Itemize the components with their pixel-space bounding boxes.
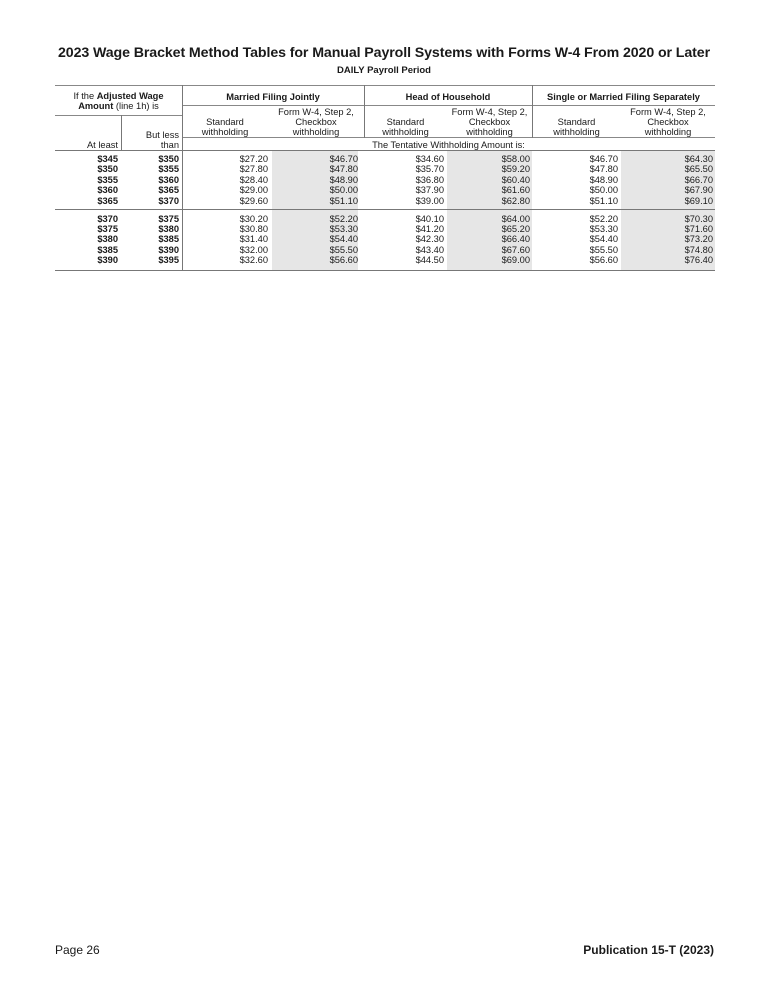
cell-single-checkbox: $69.10 xyxy=(684,195,713,206)
tentative-amount-label: The Tentative Withholding Amount is: xyxy=(372,140,525,150)
cell-but-less-than: $375 xyxy=(158,213,179,224)
cell-mfj-checkbox: $54.40 xyxy=(329,234,358,245)
cell-hoh-standard: $40.10 xyxy=(415,213,444,224)
cell-hoh-standard: $43.40 xyxy=(415,244,444,255)
wage-header-rule xyxy=(55,115,182,116)
cell-at-least: $380 xyxy=(97,234,118,245)
cell-single-checkbox: $67.90 xyxy=(684,185,713,196)
mfj-checkbox-header: Form W-4, Step 2, Checkbox withholding xyxy=(278,107,354,137)
cell-hoh-standard: $37.90 xyxy=(415,185,444,196)
cell-mfj-standard: $30.20 xyxy=(239,213,268,224)
cell-mfj-standard: $31.40 xyxy=(239,234,268,245)
cell-hoh-checkbox: $65.20 xyxy=(501,223,530,234)
cell-but-less-than: $355 xyxy=(158,164,179,175)
cell-at-least: $360 xyxy=(97,185,118,196)
cell-hoh-standard: $35.70 xyxy=(415,164,444,175)
cell-hoh-checkbox: $66.40 xyxy=(501,234,530,245)
cell-but-less-than: $350 xyxy=(158,154,179,164)
cell-mfj-checkbox: $46.70 xyxy=(329,154,358,164)
table-row xyxy=(55,154,715,164)
at-least-header: At least xyxy=(86,140,118,150)
cell-single-standard: $53.30 xyxy=(589,223,618,234)
cell-single-standard: $51.10 xyxy=(589,195,618,206)
subheader-rule xyxy=(182,137,715,138)
cell-at-least: $355 xyxy=(97,174,118,185)
page-title: 2023 Wage Bracket Method Tables for Manual Payroll Systems with Forms W-4 From 2020 or Later xyxy=(57,45,710,61)
table-row xyxy=(55,164,715,174)
cell-mfj-standard: $32.60 xyxy=(239,255,268,266)
cell-mfj-standard: $32.00 xyxy=(239,244,268,255)
cell-mfj-standard: $28.40 xyxy=(239,174,268,185)
but-less-than-header: But less than xyxy=(145,130,179,150)
cell-at-least: $375 xyxy=(97,223,118,234)
cell-mfj-standard: $27.20 xyxy=(239,154,268,164)
cell-hoh-checkbox: $67.60 xyxy=(501,244,530,255)
page-number: Page 26 xyxy=(55,943,100,957)
cell-single-standard: $46.70 xyxy=(589,154,618,164)
cell-hoh-checkbox: $64.00 xyxy=(501,213,530,224)
cell-single-checkbox: $73.20 xyxy=(684,234,713,245)
cell-single-checkbox: $76.40 xyxy=(684,255,713,266)
cell-mfj-standard: $29.00 xyxy=(239,185,268,196)
cell-single-standard: $56.60 xyxy=(589,255,618,266)
cell-single-standard: $54.40 xyxy=(589,234,618,245)
page-subtitle: DAILY Payroll Period xyxy=(337,65,431,76)
cell-at-least: $345 xyxy=(97,154,118,164)
table-row xyxy=(55,196,715,206)
single-checkbox-header: Form W-4, Step 2, Checkbox withholding xyxy=(630,107,706,137)
cell-mfj-checkbox: $48.90 xyxy=(329,174,358,185)
cell-mfj-checkbox: $55.50 xyxy=(329,244,358,255)
table-row xyxy=(55,255,715,265)
cell-hoh-checkbox: $59.20 xyxy=(501,164,530,175)
cell-mfj-checkbox: $50.00 xyxy=(329,185,358,196)
cell-hoh-standard: $39.00 xyxy=(415,195,444,206)
table-row xyxy=(55,234,715,244)
cell-mfj-standard: $27.80 xyxy=(239,164,268,175)
cell-single-checkbox: $66.70 xyxy=(684,174,713,185)
group-header-rule xyxy=(182,105,715,106)
wage-header: If the Adjusted Wage Amount (line 1h) is xyxy=(73,91,164,111)
cell-but-less-than: $360 xyxy=(158,174,179,185)
bottom-rule xyxy=(55,270,715,271)
single-standard-header: Standard withholding xyxy=(553,117,600,137)
cell-hoh-checkbox: $58.00 xyxy=(501,154,530,164)
header-bottom-rule xyxy=(55,150,715,151)
cell-single-checkbox: $71.60 xyxy=(684,223,713,234)
table-row xyxy=(55,214,715,224)
cell-hoh-standard: $41.20 xyxy=(415,223,444,234)
table-row xyxy=(55,185,715,195)
table-row xyxy=(55,245,715,255)
cell-single-standard: $47.80 xyxy=(589,164,618,175)
cell-but-less-than: $385 xyxy=(158,234,179,245)
cell-hoh-checkbox: $61.60 xyxy=(501,185,530,196)
mfj-standard-header: Standard withholding xyxy=(201,117,249,137)
cell-but-less-than: $390 xyxy=(158,244,179,255)
group-header-mfj: Married Filing Jointly xyxy=(226,92,320,102)
cell-at-least: $370 xyxy=(97,213,118,224)
cell-at-least: $350 xyxy=(97,164,118,175)
cell-hoh-standard: $42.30 xyxy=(415,234,444,245)
cell-hoh-checkbox: $62.80 xyxy=(501,195,530,206)
cell-but-less-than: $380 xyxy=(158,223,179,234)
cell-hoh-checkbox: $60.40 xyxy=(501,174,530,185)
table-row xyxy=(55,224,715,234)
cell-but-less-than: $370 xyxy=(158,195,179,206)
cell-single-checkbox: $70.30 xyxy=(684,213,713,224)
cell-mfj-checkbox: $53.30 xyxy=(329,223,358,234)
cell-hoh-standard: $44.50 xyxy=(415,255,444,266)
top-rule xyxy=(55,85,715,86)
publication-label: Publication 15-T (2023) xyxy=(583,943,714,957)
hoh-standard-header: Standard withholding xyxy=(382,117,429,137)
cell-mfj-checkbox: $47.80 xyxy=(329,164,358,175)
hoh-checkbox-header: Form W-4, Step 2, Checkbox withholding xyxy=(451,107,528,137)
cell-hoh-checkbox: $69.00 xyxy=(501,255,530,266)
cell-but-less-than: $395 xyxy=(158,255,179,266)
cell-at-least: $365 xyxy=(97,195,118,206)
group-header-hoh: Head of Household xyxy=(405,92,491,102)
cell-hoh-standard: $34.60 xyxy=(415,154,444,164)
cell-single-standard: $55.50 xyxy=(589,244,618,255)
cell-single-checkbox: $64.30 xyxy=(684,154,713,164)
cell-hoh-standard: $36.80 xyxy=(415,174,444,185)
cell-single-checkbox: $65.50 xyxy=(684,164,713,175)
data-divider-rule xyxy=(55,209,715,210)
cell-single-checkbox: $74.80 xyxy=(684,244,713,255)
cell-at-least: $390 xyxy=(97,255,118,266)
cell-at-least: $385 xyxy=(97,244,118,255)
cell-single-standard: $50.00 xyxy=(589,185,618,196)
table-row xyxy=(55,175,715,185)
cell-single-standard: $52.20 xyxy=(589,213,618,224)
cell-mfj-checkbox: $52.20 xyxy=(329,213,358,224)
cell-mfj-checkbox: $51.10 xyxy=(329,195,358,206)
cell-mfj-standard: $29.60 xyxy=(239,195,268,206)
cell-single-standard: $48.90 xyxy=(589,174,618,185)
group-header-single: Single or Married Filing Separately xyxy=(547,92,700,102)
cell-mfj-checkbox: $56.60 xyxy=(329,255,358,266)
cell-mfj-standard: $30.80 xyxy=(239,223,268,234)
cell-but-less-than: $365 xyxy=(158,185,179,196)
